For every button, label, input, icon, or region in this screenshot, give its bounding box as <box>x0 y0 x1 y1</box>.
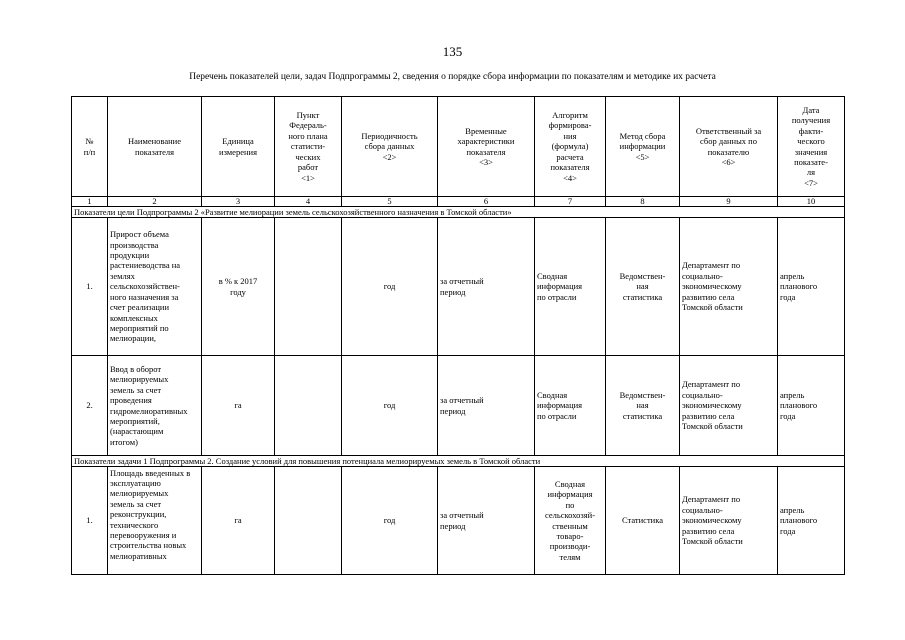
cell-text-line: Пункт <box>296 110 320 121</box>
indicator-name <box>108 356 202 456</box>
cell-text-line: Томской области <box>682 421 743 432</box>
cell-text-line: значения <box>794 146 828 157</box>
cell-text-line: период <box>440 405 466 416</box>
method-cell <box>606 356 680 456</box>
header-cell <box>778 97 845 197</box>
cell-text-line: планового <box>780 281 818 292</box>
cell-text-line: планового <box>780 400 818 411</box>
cell-text-line: статисти- <box>290 141 326 152</box>
cell-text-line: № <box>85 136 94 147</box>
cell-text-line: Наименование <box>128 136 181 147</box>
cell-text-line: Статистика <box>621 515 663 526</box>
unit-cell <box>202 356 275 456</box>
header-cell <box>438 97 535 197</box>
header-cell <box>275 97 342 197</box>
cell-text-line: Сводная <box>554 478 586 489</box>
plan-item-cell <box>275 467 342 575</box>
cell-text-line: за отчетный <box>440 276 484 287</box>
document-title: Перечень показателей цели, задач Подпрограммы 2, сведения о порядке сбора информации по показателям и методике их расчета <box>189 72 716 82</box>
section-heading: Показатели цели Подпрограммы 2 «Развитие мелиорации земель сельскохозяйственного назначения в Томской области» <box>72 207 845 218</box>
time-cell <box>438 467 535 575</box>
cell-text-line: проведения <box>110 395 152 406</box>
cell-text-line: строительства новых <box>110 540 187 551</box>
cell-text-line: сбора данных <box>364 141 415 152</box>
cell-text-line: мелиорации, <box>110 333 156 344</box>
cell-text-line: работ <box>297 162 319 173</box>
cell-text-line: <1> <box>301 172 315 183</box>
algorithm-cell <box>535 218 606 356</box>
cell-text-line: период <box>440 286 466 297</box>
cell-text-line: показателю <box>707 146 750 157</box>
cell-text-line: показателя <box>466 146 506 157</box>
cell-text-line: информация <box>537 400 583 411</box>
method-cell <box>606 467 680 575</box>
cell-text-line: по <box>565 499 575 510</box>
cell-text-line: <4> <box>563 172 577 183</box>
cell-text-line: сбор данных по <box>700 136 757 147</box>
cell-text-line: Сводная <box>537 270 568 281</box>
cell-text-line: <5> <box>635 151 650 162</box>
responsible-cell <box>680 218 778 356</box>
date-cell <box>778 218 845 356</box>
cell-text-line: <7> <box>804 177 818 188</box>
responsible-cell <box>680 467 778 575</box>
cell-text-line: продукции <box>110 250 150 261</box>
plan-item-cell <box>275 218 342 356</box>
cell-text-line: ная <box>636 281 649 292</box>
cell-text-line: экономическому <box>682 281 742 292</box>
cell-text-line: информация <box>537 281 583 292</box>
cell-text-line: ного плана <box>288 130 328 141</box>
cell-text-line: Временные <box>465 125 507 136</box>
cell-text-line: Прирост объема <box>110 229 169 240</box>
cell-text-line: <2> <box>382 151 397 162</box>
algorithm-cell <box>535 356 606 456</box>
cell-text-line: Ввод в оборот <box>110 363 162 374</box>
cell-text-line: измерения <box>219 146 257 157</box>
column-number: 1 <box>72 197 108 207</box>
cell-text-line: за отчетный <box>440 395 484 406</box>
cell-text-line: землях <box>110 270 135 281</box>
table-row <box>72 218 845 356</box>
cell-text-line: мероприятий, <box>110 415 160 426</box>
cell-text-line: производи- <box>549 541 591 552</box>
cell-text-line: сельскохозяй- <box>544 510 596 521</box>
time-cell <box>438 356 535 456</box>
periodicity-cell: год <box>342 218 438 356</box>
header-row <box>72 97 845 197</box>
cell-text-line: Единица <box>222 136 254 147</box>
column-number: 8 <box>606 197 680 207</box>
column-number: 7 <box>535 197 606 207</box>
cell-text-line: ного назначения за <box>110 291 179 302</box>
column-number: 5 <box>342 197 438 207</box>
cell-text-line: Департамент по <box>682 379 741 390</box>
cell-text-line: Сводная <box>537 389 568 400</box>
cell-text-line: ная <box>636 400 649 411</box>
cell-text-line: информации <box>619 141 666 152</box>
cell-text-line: года <box>780 410 796 421</box>
cell-text-line: планового <box>780 515 818 526</box>
header-cell <box>606 97 680 197</box>
section-row <box>72 207 845 218</box>
header-cell <box>72 97 108 197</box>
cell-text-line: эксплуатацию <box>110 477 161 488</box>
cell-text-line: ля <box>806 167 816 178</box>
table-row <box>72 467 845 575</box>
cell-text-line: апрель <box>780 270 805 281</box>
row-number: 1. <box>72 467 108 575</box>
cell-text-line: период <box>440 520 466 531</box>
indicator-name <box>108 218 202 356</box>
indicator-name-text <box>110 468 199 574</box>
cell-text-line: товаро- <box>556 530 584 541</box>
cell-text-line: расчета <box>556 151 584 162</box>
cell-text-line: информация <box>547 489 593 500</box>
periodicity-cell: год <box>342 467 438 575</box>
section-row <box>72 456 845 467</box>
cell-text-line: мелиорируемых <box>110 488 169 499</box>
cell-text-line: ственным <box>552 520 588 531</box>
cell-text-line: Федераль- <box>289 120 327 131</box>
cell-text-line: Департамент по <box>682 260 741 271</box>
column-number: 4 <box>275 197 342 207</box>
cell-text-line: реконструкции, <box>110 509 167 520</box>
table-row <box>72 356 845 456</box>
header-cell <box>342 97 438 197</box>
cell-text-line: году <box>230 286 246 297</box>
cell-text-line: комплексных <box>110 312 158 323</box>
cell-text-line: Алгоритм <box>552 110 588 121</box>
cell-text-line: статистика <box>622 410 663 421</box>
section-heading: Показатели задачи 1 Подпрограммы 2. Создание условий для повышения потенциала мелиорируемых земель в Томской области <box>72 456 845 467</box>
cell-text-line: <6> <box>721 156 736 167</box>
cell-text-line: Периодичность <box>361 130 418 141</box>
cell-text-line: за отчетный <box>440 510 484 521</box>
unit-cell <box>202 467 275 575</box>
cell-text-line: (формула) <box>551 141 589 152</box>
column-number: 9 <box>680 197 778 207</box>
cell-text-line: телям <box>559 551 581 562</box>
cell-text-line: развитию села <box>682 525 735 536</box>
cell-text-line: формирова- <box>548 120 592 131</box>
cell-text-line: развитию села <box>682 410 735 421</box>
cell-text-line: в % к 2017 <box>218 276 258 287</box>
plan-item-cell <box>275 356 342 456</box>
cell-text-line: Ведомствен- <box>619 389 666 400</box>
cell-text-line: характеристики <box>457 136 515 147</box>
cell-text-line: Дата <box>802 104 820 115</box>
cell-text-line: ческого <box>797 136 825 147</box>
cell-text-line: Метод сбора <box>619 130 666 141</box>
cell-text-line: Департамент по <box>682 494 741 505</box>
cell-text-line: мелиорируемых <box>110 374 169 385</box>
header-cell <box>535 97 606 197</box>
cell-text-line: социально- <box>682 389 723 400</box>
time-cell <box>438 218 535 356</box>
date-cell <box>778 356 845 456</box>
header-cell <box>202 97 275 197</box>
cell-text-line: Томской области <box>682 536 743 547</box>
cell-text-line: года <box>780 525 796 536</box>
row-number: 2. <box>72 356 108 456</box>
cell-text-line: га <box>234 515 242 526</box>
cell-text-line: социально- <box>682 270 723 281</box>
page-number: 135 <box>442 44 463 59</box>
cell-text-line: мероприятий по <box>110 322 169 333</box>
cell-text-line: п/п <box>83 146 96 157</box>
header-cell <box>680 97 778 197</box>
cell-text-line: Томской области <box>682 302 743 313</box>
cell-text-line: показате- <box>794 156 828 167</box>
unit-cell <box>202 218 275 356</box>
cell-text-line: ния <box>563 130 577 141</box>
cell-text-line: технического <box>110 519 159 530</box>
cell-text-line: экономическому <box>682 515 742 526</box>
cell-text-line: получения <box>791 115 831 126</box>
cell-text-line: ческих <box>295 151 321 162</box>
cell-text-line: апрель <box>780 389 805 400</box>
cell-text-line: показателя <box>134 146 175 157</box>
cell-text-line: показателя <box>550 162 590 173</box>
column-number-row <box>72 197 845 207</box>
cell-text-line: земель за счет <box>110 498 162 509</box>
cell-text-line: <3> <box>479 156 493 167</box>
cell-text-line: Ведомствен- <box>619 270 666 281</box>
algorithm-cell <box>535 467 606 575</box>
cell-text-line: факти- <box>798 125 824 136</box>
periodicity-cell: год <box>342 356 438 456</box>
method-cell <box>606 218 680 356</box>
cell-text-line: гидромелиоративных <box>110 405 188 416</box>
row-number: 1. <box>72 218 108 356</box>
header-cell <box>108 97 202 197</box>
cell-text-line: растениеводства на <box>110 260 181 271</box>
cell-text-line: Площадь введенных в <box>110 467 191 478</box>
date-cell <box>778 467 845 575</box>
column-number: 2 <box>108 197 202 207</box>
cell-text-line: производства <box>110 239 159 250</box>
cell-text-line: земель за счет <box>110 384 162 395</box>
indicator-name <box>108 467 202 575</box>
cell-text-line: мелиоративных <box>110 550 167 561</box>
cell-text-line: социально- <box>682 504 723 515</box>
column-number: 3 <box>202 197 275 207</box>
responsible-cell <box>680 356 778 456</box>
cell-text-line: апрель <box>780 504 805 515</box>
cell-text-line: (нарастающим <box>110 426 164 437</box>
cell-text-line: га <box>234 400 242 411</box>
cell-text-line: статистика <box>622 291 663 302</box>
cell-text-line: перевооружения и <box>110 529 177 540</box>
column-number: 10 <box>778 197 845 207</box>
cell-text-line: по отрасли <box>537 410 577 421</box>
cell-text-line: развитию села <box>682 291 735 302</box>
column-number: 6 <box>438 197 535 207</box>
cell-text-line: итогом) <box>110 436 138 447</box>
cell-text-line: года <box>780 291 796 302</box>
indicators-table <box>71 96 845 575</box>
cell-text-line: экономическому <box>682 400 742 411</box>
cell-text-line: счет реализации <box>110 302 170 313</box>
cell-text-line: сельскохозяйствен- <box>110 281 180 292</box>
cell-text-line: Ответственный за <box>695 125 762 136</box>
cell-text-line: по отрасли <box>537 291 577 302</box>
